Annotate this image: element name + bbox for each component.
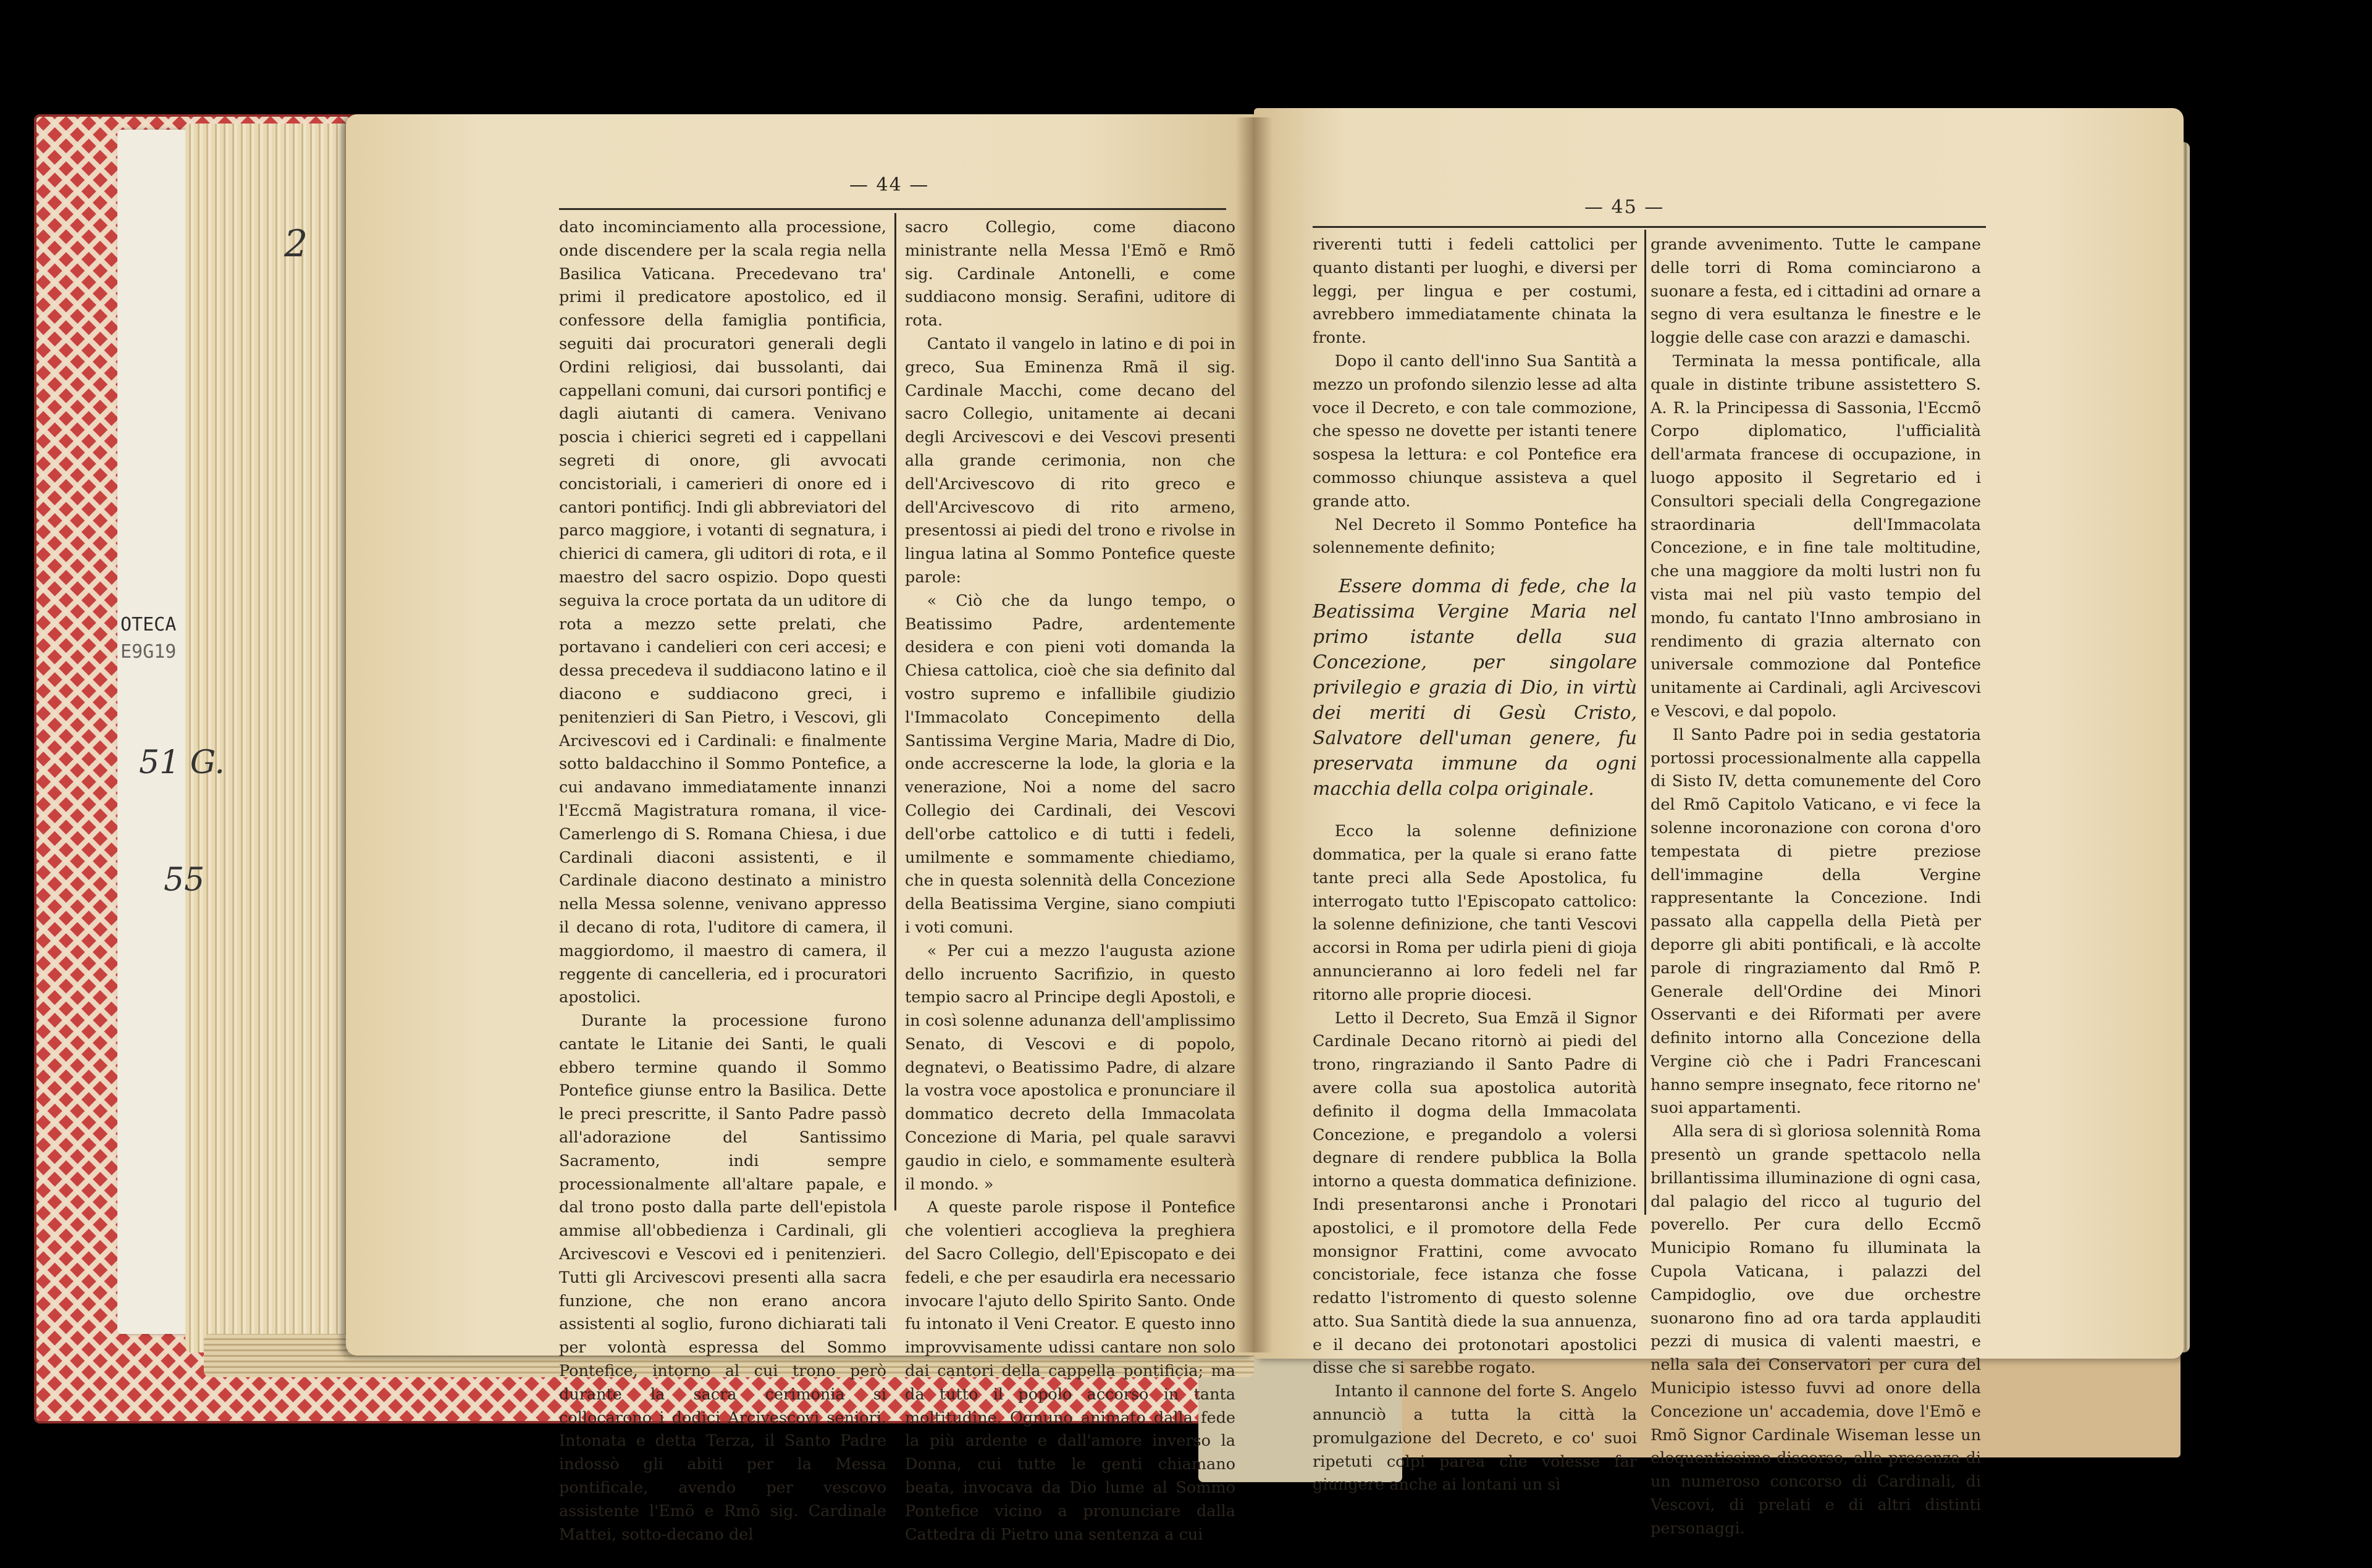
paragraph: Dopo il canto dell'inno Sua Santità a mezzo un profondo silenzio lesse ad alta voce il Decreto, e con tale commozione, che spesso ne dovette per istanti tenere sospesa la lettura: e col Pontefice era commosso chiunque assisteva a quel grande atto.: [1313, 351, 1637, 511]
paragraph: sacro Collegio, come diacono ministrante nella Messa l'Emõ e Rmõ sig. Cardinale Antonelli, e come suddiacono monsig. Serafini, uditore di rota.: [905, 218, 1235, 330]
label-line-2: E9G19: [120, 641, 177, 663]
column-divider-right: [1644, 230, 1646, 1215]
paragraph: grande avvenimento. Tutte le campane delle torri di Roma cominciarono a suonare a festa, ed i cittadini ad ornare a segno di vera esultanza le finestre e le loggie delle case con arazzi e damaschi.: [1651, 235, 1981, 348]
paragraph: « Per cui a mezzo l'augusta azione dello incruento Sacrifizio, in questo tempio sacro al Principe degli Apostoli, e in così solenne adunanza dell'amplissimo Senato, di Vescovi e di popolo, degnatevi, o Beatissimo Padre, di alzare la vostra voce apostolica e pronunciare il dommatico decreto della Immacolata Concezione di Maria, pel quale saravvi gaudio in cielo, e sommamente esulterà il mondo. »: [905, 941, 1235, 1194]
paragraph: A queste parole rispose il Pontefice che volentieri accoglieva la preghiera del Sacro Collegio, dell'Episcopato e dei fedeli, e che per esaudirla era necessario invocare l'ajuto dello Spirito Santo. Onde fu intonato il Veni Creator. E questo inno improvvisamente udissi cantare non solo dai cantori della cappella pontificia; ma da tutto il popolo accorso in tanta moltitudine. Ognuno animato dalla fede la più ardente e dall'amore inverso la Donna, cui tutte le genti chiamano beata, invocava da Dio lume al Sommo Pontefice vicino a pronunciare dalla Cattedra di Pietro una sentenza a cui: [905, 1198, 1235, 1544]
paragraph: Letto il Decreto, Sua Emzã il Signor Cardinale Decano ritornò ai piedi del trono, ringraziando il Santo Padre di avere colla sua apostolica autorità definito il dogma della Immacolata Concezione, e pregandolo a volersi degnare di rendere pubblica la Bolla intorno a questa dommatica definizione. Indi presentaronsi anche i Pronotari apostolici, e il promotore della Fede monsignor Frattini, come avvocato concistoriale, fece istanza che fosse redatto l'istromento di questo solenne atto. Sua Santità diede la sua annuenza, e il decano dei protonotari apostolici disse che si sarebbe rogato.: [1313, 1008, 1637, 1378]
paragraph: Intanto il cannone del forte S. Angelo annunciò a tutta la città la promulgazione del Decreto, e co' suoi ripetuti colpi parea che volesse far giungere anche ai lontani un sì: [1313, 1382, 1637, 1495]
dogma-definition-quote: Essere domma di fede, che la Beatissima Vergine Maria nel primo istante della sua Concezione, per singolare privilegio e grazia di Dio, in virtù dei meriti di Gesù Cristo, Salvatore dell'uman genere, fu preservata immune da ogni macchia della colpa originale.: [1313, 576, 1637, 800]
column-divider-left: [894, 213, 896, 1210]
left-page-column-1: [559, 216, 886, 1544]
paragraph: Durante la processione furono cantate le Litanie dei Santi, le quali ebbero termine quando il Sommo Pontefice giunse entro la Basilica. Dette le preci prescritte, il Santo Padre passò all'adorazione del Santissimo Sacramento, indi sempre processionalmente all'altare papale, e dal trono posto dalla parte dell'epistola ammise all'obbedienza i Cardinali, gli Arcivescovi e Vescovi ed i penitenzieri. Tutti gli Arcivescovi presenti alla sacra funzione, che non erano ancora assistenti al soglio, furono dichiarati tali per volontà espressa del Sommo Pontefice, intorno al cui trono però durante la sacra cerimonia si collocarono i dodici Arcivescovi seniori. Intonata e detta Terza, il Santo Padre indossò gli abiti per la Messa pontificale, avendo per vescovo assistente l'Emõ e Rmõ sig. Cardinale Mattei, sotto-decano del: [559, 1012, 886, 1544]
handwritten-note-1: 2: [284, 222, 308, 266]
page-number-left: — 44 —: [849, 174, 930, 196]
paragraph: Nel Decreto il Sommo Pontefice ha solennemente definito;: [1313, 515, 1637, 558]
paragraph: Alla sera di sì gloriosa solennità Roma presentò un grande spettacolo nella brillantissima illuminazione di ogni casa, dal palagio del ricco al tugurio del poverello. Per cura dello Eccmõ Municipio Romano fu illuminata la Cupola Vaticana, i palazzi del Campidoglio, ove due orchestre suonarono fino ad ora tarda applauditi pezzi di musica di valenti maestri, e nella sala dei Conservatori per cura del Municipio istesso fuvvi ad onore della Concezione un' accademia, dove l'Emõ e Rmõ Signor Cardinale Wiseman lesse un eloquentissimo discorso, alla presenza di un numeroso concorso di Cardinali, di Vescovi, di prelati e di altri distinti personaggi.: [1651, 1122, 1981, 1538]
handwritten-note-3: 55: [164, 862, 205, 899]
header-rule-right: [1313, 226, 1986, 228]
paragraph: « Ciò che da lungo tempo, o Beatissimo Padre, ardentemente desidera e con pieni voti domanda la Chiesa cattolica, cioè che sia definito dal vostro supremo e infallibile giudizio l'Immacolato Concepimento della Santissima Vergine Maria, Madre di Dio, onde accrescerne la lode, la gloria e la venerazione, Noi a nome del sacro Collegio dei Cardinali, dei Vescovi dell'orbe cattolico e di tutti i fedeli, umilmente e sommamente chiediamo, che in questa solennità della Concezione della Beatissima Vergine, siano compiuti i voti comuni.: [905, 591, 1235, 937]
paragraph: Il Santo Padre poi in sedia gestatoria portossi processionalmente alla cappella di Sisto IV, detta comunemente del Coro del Rmõ Capitolo Vaticano, e vi fece la solenne incoronazione con corona d'oro tempestata di pietre preziose dell'immagine della Vergine rappresentante la Concezione. Indi passato alla cappella della Pietà per deporre gli abiti pontificali, e là accolte parole di ringraziamento dal Rmõ P. Generale dell'Ordine dei Minori Osservanti e dei Riformati per avere definito intorno alla Concezione della Vergine ciò che i Padri Francescani hanno sempre insegnato, fece ritorno ne' suoi appartamenti.: [1651, 725, 1981, 1118]
header-rule-left: [559, 208, 1226, 210]
page-number-right: — 45 —: [1584, 196, 1665, 218]
handwritten-note-2: 51 G.: [139, 744, 225, 781]
paragraph: Terminata la messa pontificale, alla quale in distinte tribune assistettero S. A. R. la Principessa di Sassonia, l'Eccmõ Corpo diplomatico, l'ufficialità dell'armata francese di occupazione, in luogo apposito il Segretario ed i Consultori speciali della Congregazione straordinaria dell'Immacolata Concezione, e in fine tale moltitudine, che una maggiore da molti lustri non fu vista mai nel più vasto tempio del mondo, fu cantato l'Inno ambrosiano in rendimento di grazia alternato con universale commozione dal Pontefice unitamente ai Cardinali, agli Arcivescovi e Vescovi, e dal popolo.: [1651, 351, 1981, 721]
right-page-column-1: [1313, 233, 1637, 1495]
paragraph: Ecco la solenne definizione dommatica, per la quale si erano fatte tante preci alla Sede Apostolica, fu interrogato tutto l'Episcopato cattolico: la solenne definizione, che tanti Vescovi accorsi in Roma per udirla pieni di gioja annuncieranno ai loro fedeli nel far ritorno alle proprie diocesi.: [1313, 822, 1637, 1004]
paragraph: riverenti tutti i fedeli cattolici per quanto distanti per luoghi, e diversi per leggi, per lingua e per costumi, avrebbero immediatamente chinata la fronte.: [1313, 235, 1637, 348]
book-gutter: [1235, 117, 1272, 1352]
library-label: [120, 611, 182, 670]
left-page-column-2: [905, 216, 1235, 1544]
label-line-1: OTECA: [120, 614, 177, 635]
paragraph: Cantato il vangelo in latino e di poi in greco, Sua Eminenza Rmã il sig. Cardinale Macchi, come decano del sacro Collegio, unitamente ai decani degli Arcivescovi e dei Vescovi presenti alla grande cerimonia, non che dell'Arcivescovo di rito greco e dell'Arcivescovo di rito armeno, presentossi ai piedi del trono e rivolse in lingua latina al Sommo Pontefice queste parole:: [905, 334, 1235, 587]
paragraph: dato incominciamento alla processione, onde discendere per la scala regia nella Basilica Vaticana. Precedevano tra' primi il predicatore apostolico, ed il confessore della famiglia pontificia, seguiti dai procuratori generali degli Ordini religiosi, dai bussolanti, dai cappellani comuni, dai cursori pontificj e dagli aiutanti di camera. Venivano poscia i chierici segreti ed i cappellani segreti di onore, gli avvocati concistoriali, i camerieri di onore ed i cantori pontificj. Indi gli abbreviatori del parco maggiore, i votanti di segnatura, i chierici di camera, gli uditori di rota, e il maestro del sacro ospizio. Dopo questi seguiva la croce portata da un uditore di rota a mezzo sette prelati, che portavano i candelieri con ceri accesi; e dessa precedeva il suddiacono latino e il diacono e suddiacono greci, i penitenzieri di San Pietro, i Vescovi, gli Arcivescovi ed i Cardinali: e finalmente sotto baldacchino il Sommo Pontefice, a cui andavano immediatamente innanzi l'Eccmã Magistratura romana, il vice-Camerlengo di S. Romana Chiesa, i due Cardinali diaconi assistenti, e il Cardinale diacono destinato a ministro nella Messa solenne, venivano appresso il decano di rota, l'uditore di camera, il maggiordomo, il maestro di camera, il reggente di cancelleria, ed i procuratori apostolici.: [559, 218, 886, 1007]
right-page-column-2: [1651, 233, 1981, 1538]
page-stack-edges: [185, 124, 371, 1352]
